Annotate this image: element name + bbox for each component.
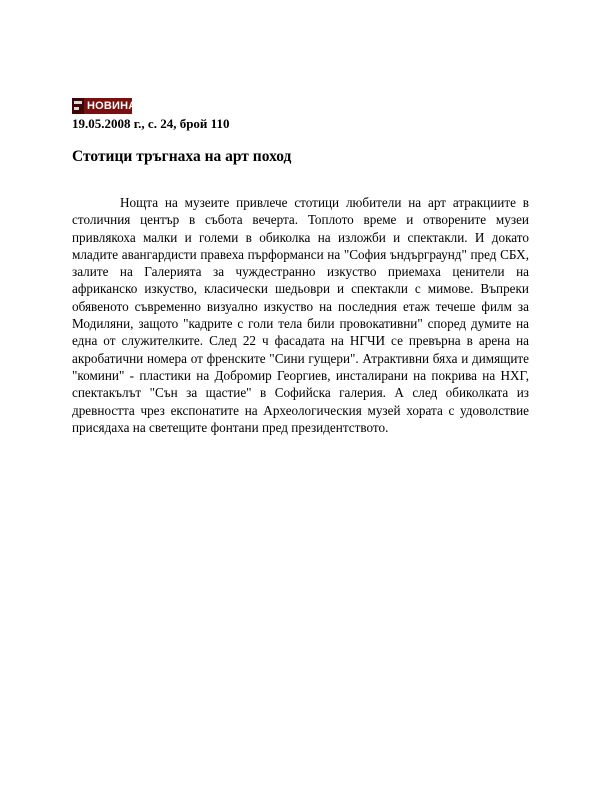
newspaper-logo <box>72 98 144 114</box>
article-title: Стотици тръгнаха на арт поход <box>72 148 292 165</box>
newspaper-logo-icon <box>72 98 84 114</box>
newspaper-logo-text: НОВИНАР <box>87 100 144 112</box>
publication-source-line: 19.05.2008 г., с. 24, брой 110 <box>72 116 230 131</box>
article-body: Нощта на музеите привлече стотици любители на арт атракциите в столичния център в събота вечерта. Топлото време и отворените музеи привлякоха малки и големи в обиколка на изложби и спектакли. И докато младите авангардисти правеха пърформанси на "София ъндърграунд" пред СБХ, залите на Галерията за чуждестранно изкуство приемаха ценители на африканско изкуство, класически шедьоври и спектакли с мимове. Въпреки обявеното съвременно визуално изкуство на последния етаж течеше филм за Модиляни, защото "кадрите с голи тела били провокативни" според думите на една от служителките. След 22 ч фасадата на НГЧИ се превърна в арена на акробатични номера от френските "Сини гущери". Атрактивни бяха и димящите "комини" - пластики на Добромир Георгиев, инсталирани на покрива на НХГ, спектакълът "Сън за щастие" в Софийска галерия. А след обиколката из древността чрез експонатите на Археологическия музей хората с удоволствие присядаха на светещите фонтани пред президентството. <box>72 195 529 435</box>
